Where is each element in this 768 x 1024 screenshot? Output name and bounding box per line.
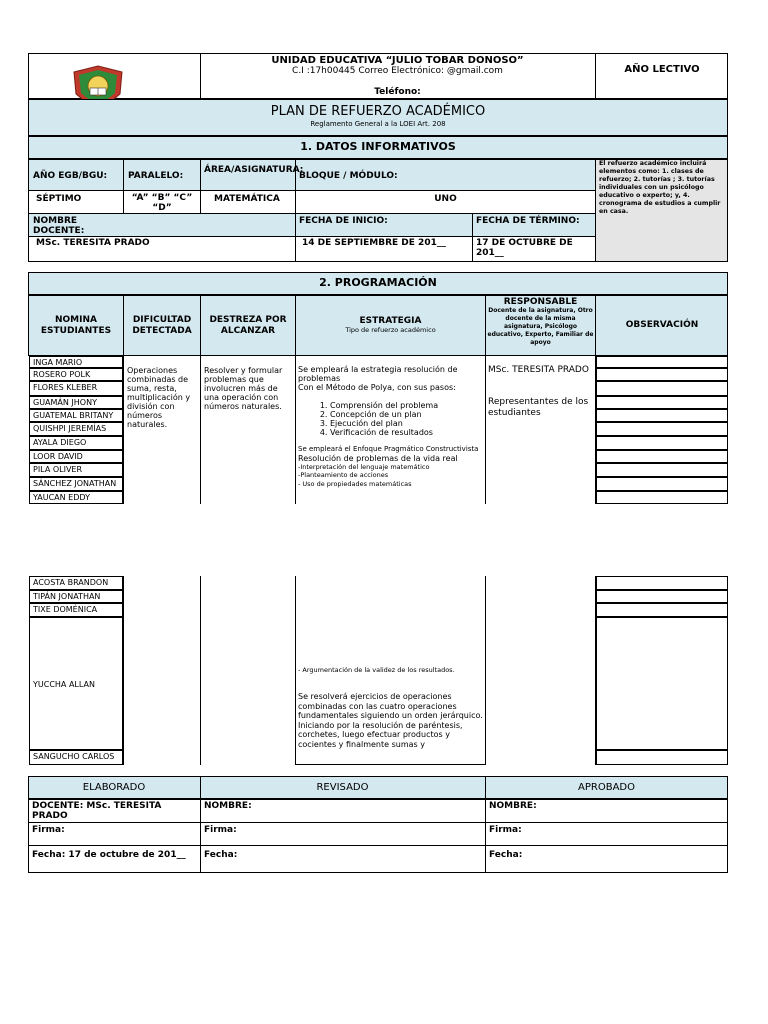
responsible-parents: Representantes de los estudiantes [488, 397, 589, 418]
section1-title: 1. DATOS INFORMATIVOS [300, 140, 456, 153]
strategy-resolution: Resolución de problemas de la vida real [298, 453, 458, 463]
col-divider [123, 576, 124, 765]
start-label: FECHA DE INICIO: [299, 216, 388, 226]
observation-cell[interactable] [596, 381, 728, 396]
grade-label: AÑO EGB/BGU: [33, 171, 108, 181]
strategy-method: Con el Método de Polya, con sus pasos: [298, 383, 456, 392]
observation-cell[interactable] [596, 491, 728, 504]
observation-cell[interactable] [596, 750, 728, 765]
school-year-label: AÑO LECTIVO [624, 64, 700, 75]
aprobado-name: NOMBRE: [489, 801, 537, 811]
observation-cell[interactable] [596, 450, 728, 463]
col-divider [200, 295, 201, 356]
area-label: ÁREA/ASIGNATURA: [204, 165, 304, 175]
student-row: TIPÁN JONATHAN [29, 590, 123, 603]
area-value: MATEMÁTICA [214, 194, 280, 204]
strategy-closing: Se resolverá ejercicios de operaciones combinadas con las cuatro operaciones fundamentales siguiendo un orden jerárquico. Iniciando por la resolución de paréntesis, corchetes, luego efectuar productos y cocientes y finalmente sumas y [298, 692, 483, 749]
end-value: 17 DE OCTUBRE DE 201__ [476, 238, 573, 258]
difficulty-text: Operaciones combinadas de suma, resta, multiplicación y división con números naturales. [127, 366, 191, 429]
responsible-teacher: MSc. TERESITA PRADO [488, 365, 589, 375]
strategy-argument: - Argumentación de la validez de los resultados. [298, 666, 455, 674]
col-divider [595, 159, 596, 262]
teacher-label: NOMBRE DOCENTE: [33, 216, 85, 236]
strategy-intro: Se empleará la estrategia resolución de problemas [298, 365, 458, 383]
block-label: BLOQUE / MÓDULO: [299, 171, 398, 181]
parallel-value: “A” “B” “C” “D” [131, 193, 193, 213]
col-divider [295, 576, 296, 765]
observation-cell[interactable] [596, 617, 728, 750]
teacher-value: MSc. TERESITA PRADO [36, 238, 150, 248]
observation-cell[interactable] [596, 356, 728, 368]
revisado-firma: Firma: [204, 825, 237, 835]
row-divider [295, 764, 486, 765]
strategy-step: 3. Ejecución del plan [330, 419, 484, 428]
observation-cell[interactable] [596, 477, 728, 491]
difficulty-header: DIFICULTAD DETECTADA [132, 315, 192, 336]
section2-title: 2. PROGRAMACIÓN [319, 276, 437, 289]
revisado-header: REVISADO [316, 782, 369, 793]
student-row: SANGUCHO CARLOS [29, 750, 123, 765]
elaborado-fecha: Fecha: 17 de octubre de 201__ [32, 850, 186, 860]
row-divider [28, 845, 728, 846]
aprobado-firma: Firma: [489, 825, 522, 835]
student-row: ROSERO POLK [29, 368, 123, 381]
student-row: AYALA DIEGO [29, 436, 123, 450]
aprobado-fecha: Fecha: [489, 850, 523, 860]
students-header: NOMINA ESTUDIANTES [40, 315, 112, 336]
observation-cell[interactable] [596, 576, 728, 590]
student-row: YUCCHA ALLAN [29, 617, 123, 750]
col-divider [472, 213, 473, 262]
col-divider [200, 159, 201, 213]
responsible-subheader: Docente de la asignatura, Otro docente de la misma asignatura, Psicólogo educativo, Experto, Familiar de apoyo [487, 307, 594, 346]
block-value: UNO [434, 194, 457, 204]
observation-header: OBSERVACIÓN [625, 320, 699, 330]
strategy-step: 2. Concepción de un plan [330, 410, 484, 419]
strategy-bullet: -Interpretación del lenguaje matemático [298, 462, 430, 471]
observation-cell[interactable] [596, 368, 728, 381]
side-note: El refuerzo académico incluirá elementos como: 1. clases de refuerzo; 2. tutorías ; 3. tutorías individuales con un psicólogo educativo o experto; y, 4. cronograma de estudios a cumplir en casa. [599, 160, 721, 215]
grade-value: SÉPTIMO [36, 194, 82, 204]
student-row: FLORES KLEBER [29, 381, 123, 396]
elaborado-firma: Firma: [32, 825, 65, 835]
student-row: TIXE DOMÉNICA [29, 603, 123, 617]
student-row: LOOR DAVID [29, 450, 123, 463]
contact-line: C.I :17h00445 Correo Electrónico: @gmail.com [292, 66, 503, 76]
start-value: 14 DE SEPTIEMBRE DE 201__ [302, 238, 446, 248]
student-row: PILA OLIVER [29, 463, 123, 477]
strategy-bullet: - Uso de propiedades matemáticas [298, 479, 412, 488]
phone-label: Teléfono: [374, 87, 421, 97]
strategy-steps [298, 401, 484, 437]
observation-cell[interactable] [596, 396, 728, 409]
col-divider [123, 356, 124, 504]
strategy-bullet: -Planteamiento de acciones [298, 471, 389, 479]
col-divider [485, 576, 486, 765]
row-divider [28, 190, 596, 191]
strategy-header: ESTRATEGIA [359, 316, 422, 326]
student-row: SÁNCHEZ JONATHAN [29, 477, 123, 491]
skill-header: DESTREZA POR ALCANZAR [209, 315, 287, 336]
observation-cell[interactable] [596, 590, 728, 603]
end-label: FECHA DE TÉRMINO: [476, 216, 580, 226]
student-row: INGA MARIO [29, 356, 123, 368]
row-divider [28, 236, 596, 237]
revisado-name: NOMBRE: [204, 801, 252, 811]
row-divider [28, 822, 728, 823]
observation-cell[interactable] [596, 603, 728, 617]
col-divider [123, 295, 124, 356]
aprobado-header: APROBADO [578, 782, 635, 793]
elaborado-name: DOCENTE: MSc. TERESITA PRADO [32, 801, 162, 821]
col-divider [485, 356, 486, 504]
plan-title: PLAN DE REFUERZO ACADÉMICO [270, 104, 486, 119]
skill-text: Resolver y formular problemas que involucren más de una operación con números naturales. [204, 366, 283, 411]
school-name: UNIDAD EDUCATIVA “JULIO TOBAR DONOSO” [271, 55, 524, 66]
parallel-label: PARALELO: [128, 171, 184, 181]
observation-cell[interactable] [596, 422, 728, 436]
student-row: GUATEMAL BRITANY [29, 409, 123, 422]
elaborado-header: ELABORADO [82, 782, 146, 793]
student-row: YAUCAN EDDY [29, 491, 123, 504]
strategy-step: 4. Verificación de resultados [330, 428, 484, 437]
strategy-step: 1. Comprensión del problema [330, 401, 484, 410]
plan-subtitle: Reglamento General a la LOEI Art. 208 [310, 120, 446, 128]
strategy-approach: Se empleará el Enfoque Pragmático Constructivista [298, 445, 479, 453]
header-divider [595, 53, 596, 99]
strategy-subheader: Tipo de refuerzo académico [345, 326, 436, 334]
observation-cell[interactable] [596, 436, 728, 450]
responsible-header: RESPONSABLE [503, 297, 578, 307]
student-row: GUAMÁN JHONY [29, 396, 123, 409]
observation-cell[interactable] [596, 409, 728, 422]
col-divider [295, 356, 296, 504]
strategy-text [298, 365, 484, 488]
student-row: QUISHPI JEREMÍAS [29, 422, 123, 436]
observation-cell[interactable] [596, 463, 728, 477]
col-divider [200, 576, 201, 765]
student-row: ACOSTA BRANDON [29, 576, 123, 590]
revisado-fecha: Fecha: [204, 850, 238, 860]
col-divider [200, 356, 201, 504]
row-divider [28, 213, 596, 214]
